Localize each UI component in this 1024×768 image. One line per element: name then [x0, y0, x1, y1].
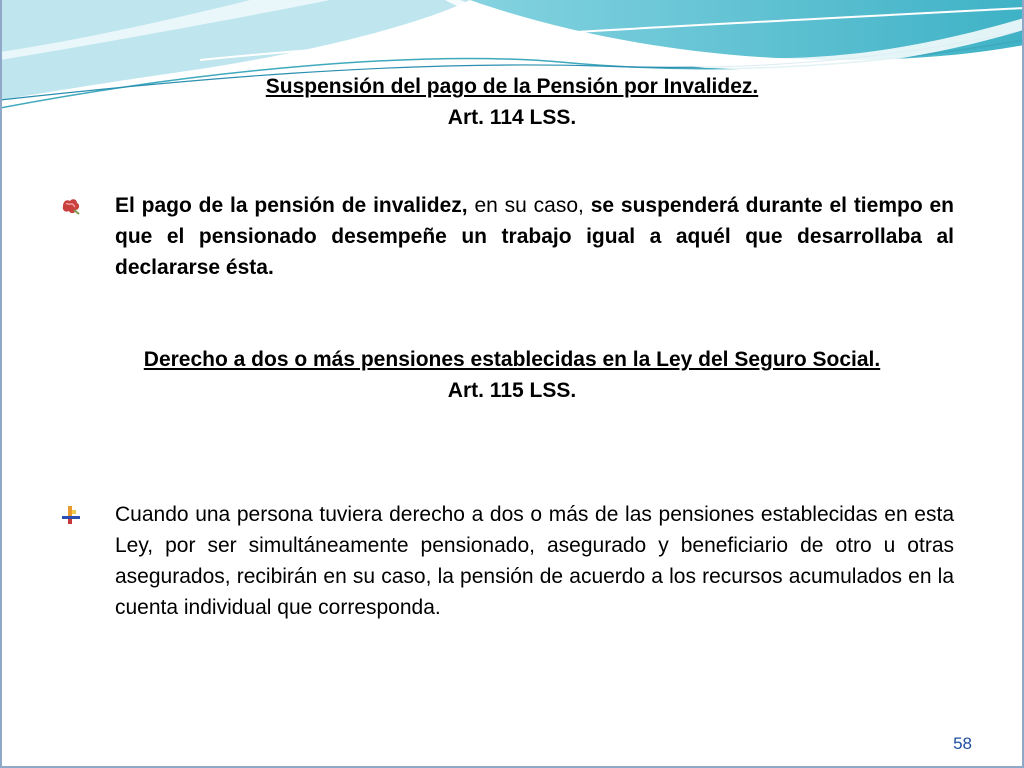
section1-bullet-text: [115, 190, 954, 283]
section1-bold-end: se suspenderá durante el tiempo en que el pensionado desempeñe un trabajo igual a aquél que desarrollaba al declararse ésta.: [115, 194, 954, 279]
section1-bullet: [60, 190, 954, 283]
section2-heading: [102, 344, 922, 406]
section2-bullet-text: Cuando una persona tuviera derecho a dos o más de las pensiones establecidas en esta Ley, por ser simultáneamente pensionado, asegurado y beneficiario de otro u otras asegurados, recibirán en su caso, la pensión de acuerdo a los recursos acumulados en la cuenta individual que corresponda.: [115, 503, 954, 619]
section1-title: Suspensión del pago de la Pensión por Invalidez.: [265, 75, 759, 98]
section1-heading: [0, 71, 1024, 133]
section2-article: Art. 115 LSS.: [447, 379, 577, 402]
section2-bullet: [60, 499, 954, 623]
section1-normal-mid: en su caso,: [467, 194, 591, 217]
flower-bullet-icon: [60, 196, 82, 216]
arrow-bullet-icon: [60, 505, 82, 525]
section1-article: Art. 114 LSS.: [447, 106, 577, 129]
section1-bold-start: El pago de la pensión de invalidez,: [115, 194, 468, 217]
section2-title: Derecho a dos o más pensiones establecidas en la Ley del Seguro Social.: [143, 348, 881, 371]
page-number: 58: [953, 734, 972, 753]
